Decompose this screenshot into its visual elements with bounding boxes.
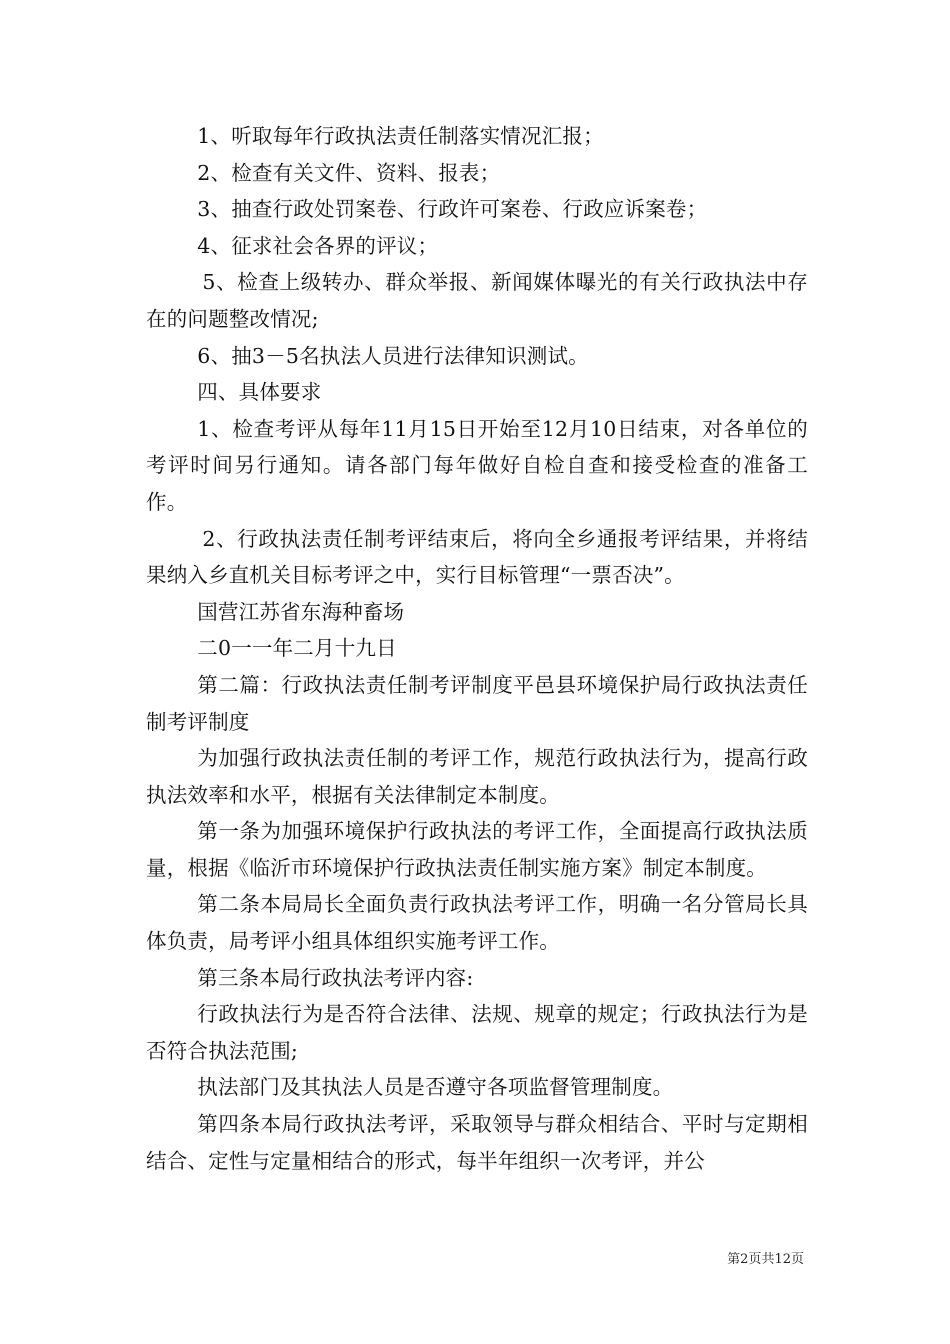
- article-paragraph: 第四条本局行政执法考评，采取领导与群众相结合、平时与定期相结合、定性与定量相结合的形式，每半年组织一次考评，并公: [146, 1112, 808, 1173]
- article-paragraph: 第二条本局局长全面负责行政执法考评工作，明确一名分管局长具体负责，局考评小组具体组织实施考评工作。: [146, 892, 808, 954]
- organization-name: 国营江苏省东海种畜场: [197, 599, 405, 624]
- document-date: 二0一一年二月十九日: [197, 636, 397, 661]
- list-item: 1、听取每年行政执法责任制落实情况汇报；: [197, 124, 604, 148]
- requirement-paragraph: 2、行政执法责任制考评结束后，将向全乡通报考评结果，并将结果纳入乡直机关目标考评之中，实行目标管理“一票否决”。: [146, 526, 808, 588]
- article-paragraph: 第一条为加强环境保护行政执法的考评工作，全面提高行政执法质量，根据《临沂市环境保护行政执法责任制实施方案》制定本制度。: [146, 819, 808, 880]
- document-body: [146, 118, 808, 1179]
- list-item: 6、抽3－5名执法人员进行法律知识测试。: [197, 343, 589, 368]
- page-number: 第2页共12页: [727, 1252, 804, 1267]
- part-title: 第二篇：行政执法责任制考评制度平邑县环境保护局行政执法责任制考评制度: [146, 672, 808, 734]
- section-heading: 四、具体要求: [197, 380, 322, 405]
- intro-paragraph: 为加强行政执法责任制的考评工作，规范行政执法行为，提高行政执法效率和水平，根据有关法律制定本制度。: [146, 746, 808, 807]
- list-item: 2、检查有关文件、资料、报表；: [197, 160, 501, 185]
- article-paragraph: 执法部门及其执法人员是否遵守各项监督管理制度。: [197, 1075, 674, 1100]
- list-item: 3、抽查行政处罚案卷、行政许可案卷、行政应诉案卷；: [197, 197, 708, 222]
- list-item: 5、检查上级转办、群众举报、新闻媒体曝光的有关行政执法中存在的问题整改情况;: [146, 270, 808, 331]
- article-paragraph: 行政执法行为是否符合法律、法规、规章的规定；行政执法行为是否符合执法范围;: [146, 1002, 808, 1063]
- requirement-paragraph: 1、检查考评从每年11月15日开始至12月10日结束，对各单位的考评时间另行通知。请各部门每年做好自检自查和接受检查的准备工作。: [146, 416, 808, 514]
- article-paragraph: 第三条本局行政执法考评内容:: [197, 965, 474, 990]
- list-item: 4、征求社会各界的评议；: [197, 233, 439, 258]
